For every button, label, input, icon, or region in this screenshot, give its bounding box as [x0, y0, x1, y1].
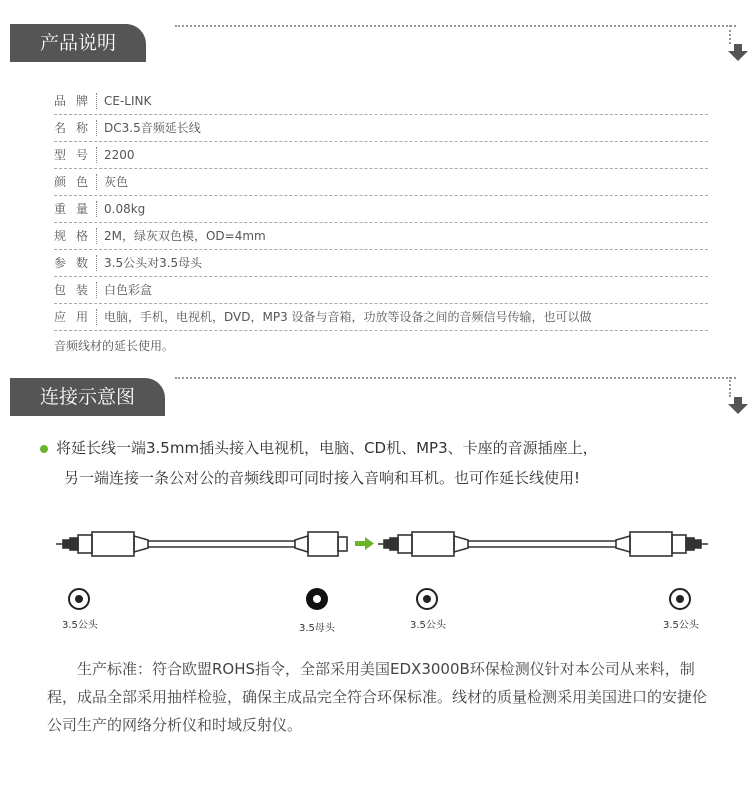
spec-row — [54, 169, 708, 196]
spec-key: 应 用 — [54, 310, 88, 324]
product-info-header — [10, 24, 146, 62]
spec-key: 规 格 — [54, 229, 88, 243]
production-standard-text: 生产标准：符合欧盟ROHS指令，全部采用美国EDX3000B环保检测仪针对本公司从来料，制程，成品全部采用抽样检验，确保主成品完全符合环保标准。线材的质量检测采用美国进口的安捷伦公司生产的网络分析仪和时域反射仪。 — [47, 660, 708, 734]
spec-value: 2M，绿灰双色模，OD=4mm — [104, 229, 266, 243]
jack-label: 3.5母头 — [299, 623, 335, 634]
spec-row — [54, 115, 708, 142]
spec-row — [54, 88, 708, 115]
connection-header — [10, 378, 165, 416]
divider — [175, 25, 736, 27]
divider — [729, 25, 731, 44]
connection-line-1: 将延长线一端3.5mm插头接入电视机，电脑、CD机、MP3、卡座的音源插座上， — [56, 439, 598, 457]
spec-key: 重 量 — [54, 202, 88, 216]
spec-key: 品 牌 — [54, 94, 88, 108]
spec-table — [54, 88, 708, 357]
spec-value: 2200 — [104, 148, 135, 162]
connection-title: 连接示意图 — [40, 386, 136, 408]
spec-value: 白色彩盒 — [104, 283, 153, 297]
plug-label: 3.5公头 — [62, 620, 98, 631]
male-plug-icon — [416, 588, 438, 610]
spec-row — [54, 277, 708, 304]
spec-extra-text: 音频线材的延长使用。 — [54, 339, 175, 353]
spec-row — [54, 304, 708, 331]
spec-value: CE-LINK — [104, 94, 152, 108]
bullet-icon — [40, 445, 48, 453]
plug-label: 3.5公头 — [410, 620, 446, 631]
spec-key: 型 号 — [54, 148, 88, 162]
male-plug-icon — [669, 588, 691, 610]
spec-key: 颜 色 — [54, 175, 88, 189]
spec-row — [54, 196, 708, 223]
product-info-title: 产品说明 — [40, 32, 117, 54]
spec-row — [54, 142, 708, 169]
spec-value: 灰色 — [104, 175, 129, 189]
spec-value: 0.08kg — [104, 202, 146, 216]
green-arrow-icon — [355, 537, 374, 550]
female-jack-icon — [306, 588, 328, 610]
male-plug-icon — [68, 588, 90, 610]
spec-row — [54, 250, 708, 277]
cable-illustration — [0, 520, 750, 590]
spec-value: 电脑，手机，电视机，DVD，MP3 设备与音箱，功放等设备之间的音频信号传输，也可以做 — [104, 310, 592, 324]
divider — [729, 377, 731, 397]
divider — [175, 377, 736, 379]
spec-value: DC3.5音频延长线 — [104, 121, 201, 135]
spec-value: 3.5公头对3.5母头 — [104, 256, 203, 270]
connection-diagram — [0, 520, 750, 640]
plug-label: 3.5公头 — [663, 620, 699, 631]
connection-description — [40, 433, 740, 493]
spec-key: 名 称 — [54, 121, 88, 135]
spec-row — [54, 223, 708, 250]
spec-key: 包 装 — [54, 283, 88, 297]
spec-key: 参 数 — [54, 256, 88, 270]
connection-line-2: 另一端连接一条公对公的音频线即可同时接入音响和耳机。也可作延长线使用! — [64, 469, 581, 487]
